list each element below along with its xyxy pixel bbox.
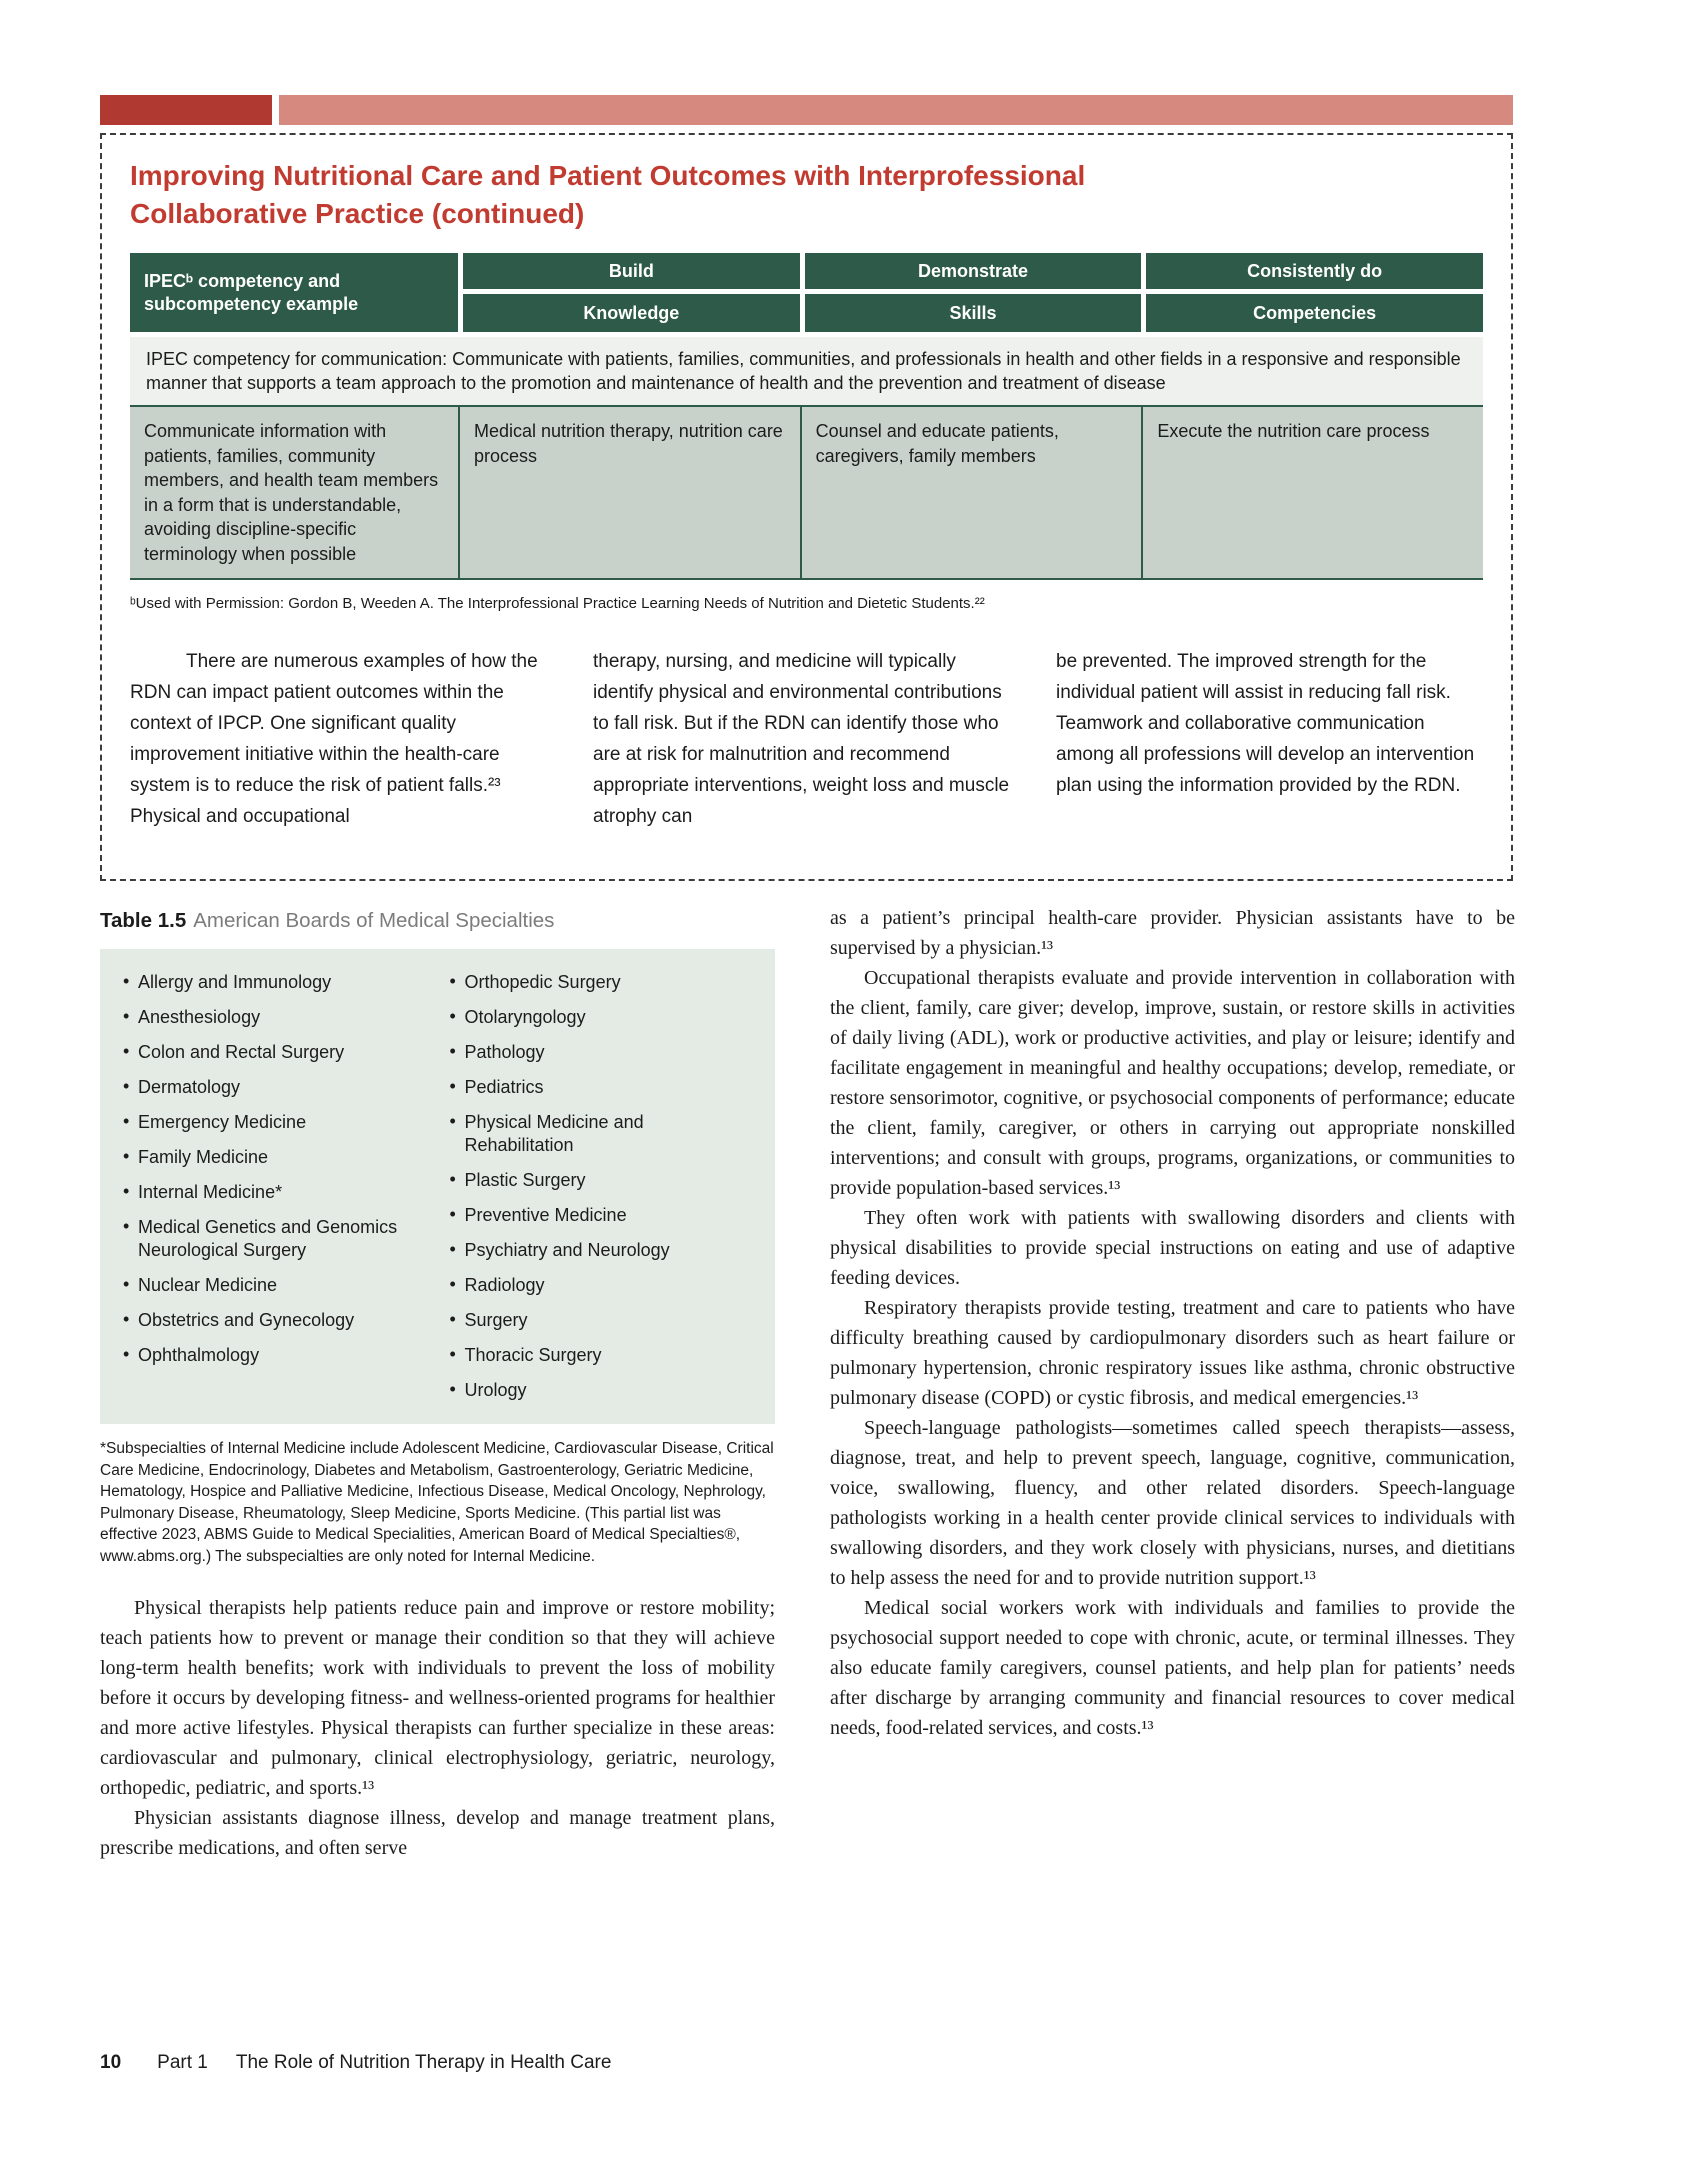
specialty-item: • Pediatrics — [447, 1076, 758, 1099]
page-footer — [100, 2052, 611, 2074]
table-1-5-label: Table 1.5 — [100, 909, 187, 932]
specialty-item: • Surgery — [447, 1309, 758, 1332]
table-1-5-heading — [100, 903, 775, 933]
specialty-item: • Internal Medicine* — [120, 1181, 439, 1204]
paragraph: Medical social workers work with individuals and families to provide the psychosocial support needed to cope with chronic, acute, or terminal illnesses. They also educate family caregivers, counsel patients, and help plan for patients’ needs after discharge by arranging community and financial resources to cover medical needs, food-related services, and costs.¹³ — [830, 1597, 1515, 1739]
ipec-header-knowledge: Knowledge — [463, 294, 800, 332]
ipec-table-header — [130, 253, 1483, 332]
ipec-header-competencies: Competencies — [1146, 294, 1483, 332]
paragraph: Respiratory therapists provide testing, treatment and care to patients who have difficulty breathing caused by cardiopulmonary disorders such as heart failure or pulmonary hypertension, chronic respiratory issues like asthma, chronic obstructive pulmonary disease (COPD) or cystic fibrosis, and medical emergencies.¹³ — [830, 1297, 1515, 1409]
paragraph: as a patient’s principal health-care provider. Physician assistants have to be supervised by a physician.¹³ — [830, 907, 1515, 959]
feature-box-title: Improving Nutritional Care and Patient Outcomes with Interprofessional Collaborative Practice (continued) — [130, 160, 1086, 229]
specialties-footnote: *Subspecialties of Internal Medicine include Adolescent Medicine, Cardiovascular Disease, Critical Care Medicine, Endocrinology, Diabetes and Metabolism, Gastroenterology, Geriatric Medicine, Hematology, Hospice and Palliative Medicine, Infectious Disease, Medical Oncology, Nephrology, Pulmonary Disease, Rheumatology, Sleep Medicine, Sports Medicine. (This partial list was effective 2023, ABMS Guide to Medical Specialities, American Board of Medical Specialties®, www.abms.org.) The subspecialties are only noted for Internal Medicine. — [100, 1440, 774, 1565]
ipec-example-knowledge: Medical nutrition therapy, nutrition care process — [458, 407, 800, 578]
table-1-5-title: American Boards of Medical Specialties — [193, 909, 555, 932]
main-content — [100, 903, 1515, 1863]
ipec-table-footnote: ᵇUsed with Permission: Gordon B, Weeden A. The Interprofessional Practice Learning Needs of Nutrition and Dietetic Students.²² — [130, 595, 985, 612]
specialty-item: • Orthopedic Surgery — [447, 971, 758, 994]
specialties-list-left — [120, 971, 439, 1414]
paragraph: Occupational therapists evaluate and provide intervention in collaboration with the client, family, care giver; develop, improve, sustain, or restore skills in activities of daily living (ADL), work or productive activities, and play or leisure; identify and facilitate engagement in meaningful and healthy occupations; develop, remediate, or restore sensorimotor, cognitive, or psychosocial components of performance; educate the client, family, caregiver, or others in carrying out appropriate nonskilled interventions; and consult with groups, programs, organizations, or communities to provide population-based services.¹³ — [830, 967, 1515, 1199]
specialty-item: • Urology — [447, 1379, 758, 1402]
paragraph: Speech-language pathologists—sometimes called speech therapists—assess, diagnose, treat, and help to prevent speech, language, cognitive, communication, voice, swallowing, fluency, and other related disorders. Speech-language pathologists working in a health center provide clinical services to individuals with swallowing disorders, and they work closely with physicians, nurses, and dietitians to help assess the need for and to provide nutrition support.¹³ — [830, 1417, 1515, 1589]
top-bar-salmon — [279, 95, 1513, 125]
right-column — [830, 903, 1515, 1863]
feature-column-2: therapy, nursing, and medicine will typically identify physical and environmental contributions to fall risk. But if the RDN can identify those who are at risk for malnutrition and recommend appropriate interventions, weight loss and muscle atrophy can — [593, 651, 1010, 827]
specialty-item: • Emergency Medicine — [120, 1111, 439, 1134]
feature-column-3: be prevented. The improved strength for the individual patient will assist in reducing fall risk. Teamwork and collaborative communication among all professions will develop an intervention plan using the information provided by the RDN. — [1056, 651, 1475, 796]
specialty-item: • Anesthesiology — [120, 1006, 439, 1029]
ipec-header-competency: IPECᵇ competency and subcompetency example — [130, 253, 458, 332]
ipec-example-competencies: Execute the nutrition care process — [1141, 407, 1483, 578]
specialty-item: • Nuclear Medicine — [120, 1274, 439, 1297]
specialty-item: • Physical Medicine and Rehabilitation — [447, 1111, 758, 1157]
specialty-item: • Family Medicine — [120, 1146, 439, 1169]
left-column — [100, 903, 775, 1863]
specialty-item: • Plastic Surgery — [447, 1169, 758, 1192]
part-label: Part 1 — [157, 2052, 208, 2073]
specialty-item: • Otolaryngology — [447, 1006, 758, 1029]
top-bar-dark-red — [100, 95, 272, 125]
specialty-item: • Medical Genetics and Genomics Neurological Surgery — [120, 1216, 439, 1262]
ipec-header-consistently-do: Consistently do — [1146, 253, 1483, 289]
specialty-item: • Obstetrics and Gynecology — [120, 1309, 439, 1332]
specialty-item: • Thoracic Surgery — [447, 1344, 758, 1367]
page-number: 10 — [100, 2052, 122, 2073]
specialties-list-right — [439, 971, 758, 1414]
ipec-example-skills: Counsel and educate patients, caregivers, family members — [800, 407, 1142, 578]
article-left-text — [100, 1593, 775, 1863]
ipec-example-subcompetency: Communicate information with patients, families, community members, and health team members in a form that is understandable, avoiding discipline-specific terminology when possible — [130, 407, 458, 578]
paragraph: Physical therapists help patients reduce pain and improve or restore mobility; teach patients how to prevent or manage their condition so that they will achieve long-term health benefits; work with individuals to prevent the loss of mobility before it occurs by developing fitness- and wellness-oriented programs for healthier and more active lifestyles. Physical therapists can further specialize in these areas: cardiovascular and pulmonary, clinical electrophysiology, geriatric, neurology, orthopedic, pediatric, and sports.¹³ — [100, 1597, 775, 1799]
ipec-header-demonstrate: Demonstrate — [805, 253, 1142, 289]
specialty-item: • Radiology — [447, 1274, 758, 1297]
specialty-item: • Dermatology — [120, 1076, 439, 1099]
feature-box — [100, 133, 1513, 881]
specialty-item: • Pathology — [447, 1041, 758, 1064]
ipec-header-build: Build — [463, 253, 800, 289]
paragraph: Physician assistants diagnose illness, develop and manage treatment plans, prescribe medications, and often serve — [100, 1807, 775, 1859]
ipec-example-row — [130, 407, 1483, 580]
specialty-item: • Preventive Medicine — [447, 1204, 758, 1227]
ipec-competency-row: IPEC competency for communication: Communicate with patients, families, communities, and professionals in health and other fields in a responsive and responsible manner that supports a team approach to the promotion and maintenance of health and the prevention and treatment of disease — [130, 337, 1483, 407]
feature-column-1: There are numerous examples of how the RDN can impact patient outcomes within the context of IPCP. One significant quality improvement initiative within the health-care system is to reduce the risk of patient falls.²³ Physical and occupational — [130, 651, 538, 827]
specialty-item: • Colon and Rectal Surgery — [120, 1041, 439, 1064]
ipec-header-skills: Skills — [805, 294, 1142, 332]
specialty-item: • Allergy and Immunology — [120, 971, 439, 994]
article-right-text — [830, 903, 1515, 1743]
specialties-box — [100, 949, 775, 1424]
paragraph: They often work with patients with swallowing disorders and clients with physical disabilities to provide special instructions on eating and use of adaptive feeding devices. — [830, 1207, 1515, 1289]
part-title: The Role of Nutrition Therapy in Health Care — [235, 2052, 612, 2073]
specialty-item: • Ophthalmology — [120, 1344, 439, 1367]
feature-box-text-columns — [130, 646, 1483, 832]
specialty-item: • Psychiatry and Neurology — [447, 1239, 758, 1262]
